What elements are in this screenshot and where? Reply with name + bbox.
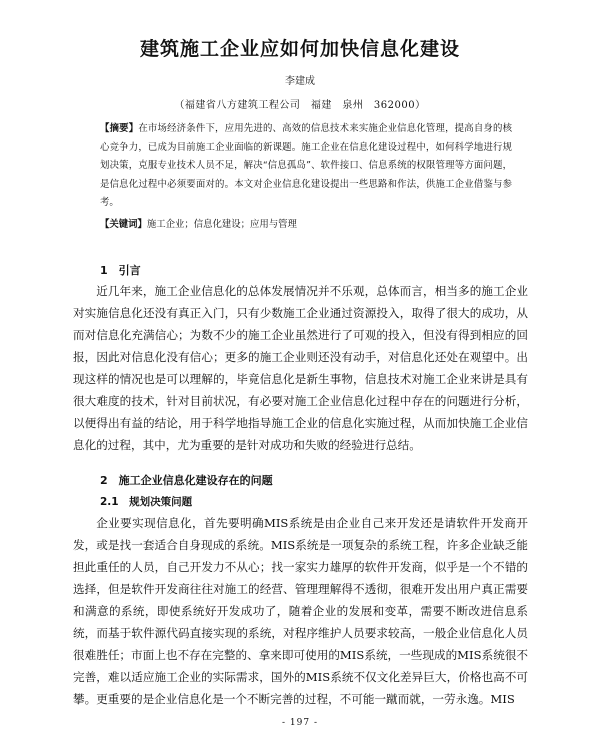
abstract-label: 【摘要】: [100, 123, 139, 134]
section-heading-problems: 2 施工企业信息化建设存在的问题: [100, 474, 273, 487]
introduction-paragraph: 近几年来，施工企业信息化的总体发展情况并不乐观，总体而言，相当多的施工企业对实施信息化还没有真正入门，只有少数施工企业通过资源投入，取得了很大的成功，从而对信息化充满信心；为数不少的施工企业虽然进行了可观的投入，但没有得到相应的回报，因此对信息化没有信心；更多的施工企业则还没有动手，对信息化还处在观望中。出现这样的情况也是可以理解的，毕竟信息化是新生事物，信息技术对施工企业来讲是具有很大难度的技术，针对目前状况，有必要对施工企业信息化过程中存在的问题进行分析，以便得出有益的结论，用于科学地指导施工企业的信息化实施过程，从而加快施工企业信息化的过程，其中，尤为重要的是针对成功和失败的经验进行总结。: [73, 284, 528, 452]
keywords-label: 【关键词】: [100, 219, 147, 230]
keywords-block: [100, 216, 512, 234]
author-name: 李建成: [285, 76, 315, 87]
section-heading-introduction: 1 引言: [100, 264, 141, 277]
planning-paragraph: 企业要实现信息化，首先要明确MIS系统是由企业自己来开发还是请软件开发商开发，或是找一套适合自身现成的系统。MIS系统是一项复杂的系统工程，许多企业缺乏能担此重任的人员，自己开发力不从心；找一家实力雄厚的软件开发商，似乎是一个不错的选择，但是软件开发商往往对施工的经营、管理理解得不透彻，很难开发出用户真正需要和满意的系统，即使系统好开发成功了，随着企业的发展和变革，需要不断改进信息系统，而基于软件源代码直接实现的系统，对程序维护人员要求较高，一般企业信息化人员很难胜任；市面上也不存在完整的、拿来即可使用的MIS系统，一些现成的MIS系统很不完善，难以适应施工企业的实际需求，国外的MIS系统不仅文化差异巨大，价格也高不可攀。: [73, 516, 528, 706]
planning-paragraph-continued: 更重要的是企业信息化是一个不断完善的过程，不可能一蹴而就，一劳永逸。MIS: [96, 692, 515, 706]
paper-title: 建筑施工企业应如何加快信息化建设: [139, 38, 460, 60]
abstract-block: [100, 120, 512, 213]
keywords-text: 施工企业；信息化建设；应用与管理: [146, 219, 297, 230]
page-number: - 197 -: [282, 718, 318, 728]
subsection-heading-planning: 2.1 规划决策问题: [100, 496, 193, 508]
author-affiliation: （福建省八方建筑工程公司 福建 泉州 362000）: [174, 100, 426, 111]
abstract-text: 在市场经济条件下，应用先进的、高效的信息技术来实施企业信息化管理，提高自身的核心竞争力，已成为目前施工企业面临的新课题。施工企业在信息化建设过程中，如何科学地进行规划决策，克服专业技术人员不足，解决“信息孤岛”、软件接口、信息系统的权限管理等方面问题，是信息化过程中必须要面对的。本文对企业信息化建设提出一些思路和作法，供施工企业借鉴与参考。: [100, 123, 512, 209]
